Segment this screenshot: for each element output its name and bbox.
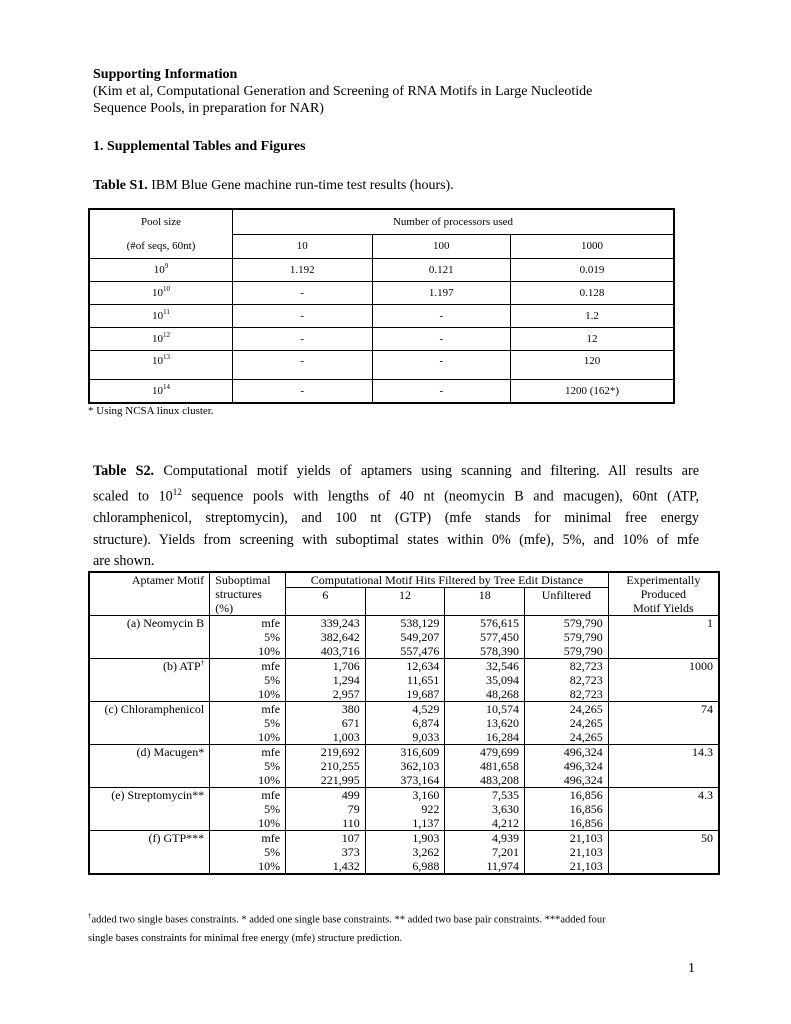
doc-citation-line2: Sequence Pools, in preparation for NAR) [93, 101, 324, 116]
t1-pool-size: $10^9$ [89, 258, 233, 281]
t2-hit-value: 3,262 [365, 845, 445, 859]
t1-proc-10: 10 [233, 234, 373, 258]
t2-hit-value: 549,207 [365, 630, 445, 644]
t2-hit-value: 579,790 [525, 630, 609, 644]
t2-hit-value: 557,476 [365, 644, 445, 659]
t1-pool-size: $10^{11}$ [89, 304, 233, 327]
t2-hit-value: 373 [286, 845, 366, 859]
t2-aptamer-name-text: (a) Neomycin B [126, 616, 205, 630]
t2-hit-value: 24,265 [525, 730, 609, 745]
t1-cell: - [372, 379, 511, 403]
t2-subopt-value: mfe [210, 745, 286, 760]
t2-hit-value: 1,137 [365, 816, 445, 831]
t2-subopt-value: mfe [210, 788, 286, 803]
t2-hit-value: 21,103 [525, 859, 609, 874]
t2-hit-value: 373,164 [365, 773, 445, 788]
t2-subopt-value: 10% [210, 859, 286, 874]
t2-subopt-value: mfe [210, 616, 286, 631]
t1-proc-1000: 1000 [511, 234, 674, 258]
t2-hit-value: 382,642 [286, 630, 366, 644]
t2-subopt-value: 5% [210, 673, 286, 687]
t2-hit-value: 6,988 [365, 859, 445, 874]
t2-hit-value: 2,957 [286, 687, 366, 702]
t2-hit-value: 79 [286, 802, 366, 816]
t2-hit-value: 1,294 [286, 673, 366, 687]
t2-experimental-yield: 74 [608, 702, 719, 745]
t1-header-pool: Pool size [89, 209, 233, 234]
table-row [89, 616, 719, 631]
t2-subopt-value: mfe [210, 831, 286, 846]
doc-header [93, 66, 592, 117]
table-row [89, 281, 674, 304]
t2-hit-value: 579,790 [525, 616, 609, 631]
section-heading: 1. Supplemental Tables and Figures [93, 139, 306, 154]
t2-subopt-value: 10% [210, 773, 286, 788]
t2-header-exp-line: Experimentally [626, 573, 701, 587]
t2-hit-value: 496,324 [525, 745, 609, 760]
t2-hit-value: 16,856 [525, 802, 609, 816]
t2-hit-value: 9,033 [365, 730, 445, 745]
t2-aptamer-name [89, 831, 210, 875]
t2-hit-value: 219,692 [286, 745, 366, 760]
t2-header-experimental [608, 572, 719, 616]
t2-subopt-value: 10% [210, 687, 286, 702]
t2-hit-value: 16,284 [445, 730, 525, 745]
t2-hit-value: 11,651 [365, 673, 445, 687]
t2-hit-value: 21,103 [525, 831, 609, 846]
t2-aptamer-name [89, 788, 210, 831]
t2-hit-value: 82,723 [525, 673, 609, 687]
t2-experimental-yield: 4.3 [608, 788, 719, 831]
t2-hit-value: 671 [286, 716, 366, 730]
t2-header-computational: Computational Motif Hits Filtered by Tree Edit Distance [286, 572, 609, 588]
t2-hit-value: 1,706 [286, 659, 366, 674]
t2-hit-value: 35,094 [445, 673, 525, 687]
table-row [89, 659, 719, 674]
t2-header-subopt-line: (%) [215, 601, 234, 615]
t1-cell: 1.2 [511, 304, 674, 327]
t1-cell: 0.121 [372, 258, 511, 281]
t2-header-exp-line: Motif Yields [633, 601, 694, 615]
table-row [89, 831, 719, 846]
t2-subopt-value: 5% [210, 759, 286, 773]
t2-header-distance: 18 [445, 588, 525, 616]
t2-hit-value: 11,974 [445, 859, 525, 874]
t2-hit-value: 496,324 [525, 773, 609, 788]
table-s1-label: Table S1. [93, 178, 148, 193]
t1-proc-100: 100 [372, 234, 511, 258]
t2-header-distance: 12 [365, 588, 445, 616]
t2-experimental-yield: 1000 [608, 659, 719, 702]
t2-hit-value: 16,856 [525, 788, 609, 803]
t2-hit-value: 10,574 [445, 702, 525, 717]
t2-hit-value: 578,390 [445, 644, 525, 659]
t1-header-procs: Number of processors used [233, 209, 675, 234]
t2-header-row [89, 572, 719, 588]
t2-header-subopt [210, 572, 286, 616]
t2-aptamer-name [89, 702, 210, 745]
table-row [89, 702, 719, 717]
table-s2 [88, 571, 720, 875]
t2-hit-value: 82,723 [525, 687, 609, 702]
t2-hit-value: 479,699 [445, 745, 525, 760]
t2-hit-value: 499 [286, 788, 366, 803]
t2-hit-value: 576,615 [445, 616, 525, 631]
table-row [89, 327, 674, 350]
t2-hit-value: 339,243 [286, 616, 366, 631]
t2-subopt-value: 10% [210, 644, 286, 659]
t2-hit-value: 6,874 [365, 716, 445, 730]
table-s1-footnote: * Using NCSA linux cluster. [88, 405, 214, 417]
t2-hit-value: 496,324 [525, 759, 609, 773]
t2-hit-value: 24,265 [525, 702, 609, 717]
t2-hit-value: 579,790 [525, 644, 609, 659]
t2-hit-value: 13,620 [445, 716, 525, 730]
t2-hit-value: 221,995 [286, 773, 366, 788]
t2-header-subopt-line: Suboptimal [215, 573, 271, 587]
t2-hit-value: 107 [286, 831, 366, 846]
t2-hit-value: 32,546 [445, 659, 525, 674]
table-s2-footnote: †added two single bases constraints. * added one single base constraints. ** added two base pair constraints. ***added four single bases constraints for minimal free energy (mfe) structure prediction. [88, 912, 606, 944]
table-s1-caption [93, 177, 454, 194]
t1-cell: 1.192 [233, 258, 373, 281]
t2-hit-value: 4,529 [365, 702, 445, 717]
t1-cell: 0.019 [511, 258, 674, 281]
t1-header-pool-sub: (#of seqs, 60nt) [89, 234, 233, 258]
table-row [89, 379, 674, 403]
t2-hit-value: 82,723 [525, 659, 609, 674]
t1-cell: 120 [511, 350, 674, 379]
t2-hit-value: 210,255 [286, 759, 366, 773]
table-row [89, 745, 719, 760]
t2-hit-value: 1,432 [286, 859, 366, 874]
t2-hit-value: 48,268 [445, 687, 525, 702]
t2-hit-value: 577,450 [445, 630, 525, 644]
t2-hit-value: 1,903 [365, 831, 445, 846]
table-row [89, 350, 674, 379]
t2-hit-value: 7,535 [445, 788, 525, 803]
t2-hit-value: 1,003 [286, 730, 366, 745]
t2-aptamer-name [89, 745, 210, 788]
table-s2-caption: Table S2. Computational motif yields of aptamers using scanning and filtering. All results are scaled to $10^{12}$ sequence pools with lengths of 40 nt (neomycin B and macugen), 60nt (ATP, chloramphenicol, streptomycin), and 100 nt (GTP) (mfe stands for minimal free energy structure). Yields from screening with suboptimal states within 0% (mfe), 5%, and 10% of mfe are shown. [93, 463, 700, 569]
t1-cell: 1.197 [372, 281, 511, 304]
t2-aptamer-name-text: (b) ATP [163, 659, 201, 673]
t2-hit-value: 483,208 [445, 773, 525, 788]
t2-aptamer-sup: † [200, 659, 205, 667]
t2-subopt-value: mfe [210, 659, 286, 674]
table-s1-caption-text: IBM Blue Gene machine run-time test results (hours). [151, 178, 454, 193]
t1-pool-size: $10^{14}$ [89, 379, 233, 403]
t2-hit-value: 3,160 [365, 788, 445, 803]
t2-subopt-value: mfe [210, 702, 286, 717]
t2-subopt-value: 5% [210, 716, 286, 730]
t2-hit-value: 16,856 [525, 816, 609, 831]
t2-subopt-value: 10% [210, 730, 286, 745]
table-s2-label: Table S2. [93, 463, 155, 479]
t2-header-distance: Unfiltered [525, 588, 609, 616]
t2-header-aptamer: Aptamer Motif [89, 572, 210, 616]
t2-hit-value: 24,265 [525, 716, 609, 730]
t1-cell: - [233, 379, 373, 403]
t2-aptamer-name [89, 659, 210, 702]
t1-cell: 12 [511, 327, 674, 350]
t2-hit-value: 922 [365, 802, 445, 816]
t1-cell: - [372, 350, 511, 379]
t2-header-exp-line: Produced [640, 587, 687, 601]
t2-aptamer-name [89, 616, 210, 659]
table-row [89, 258, 674, 281]
t2-aptamer-name-text: (e) Streptomycin** [111, 788, 205, 802]
t2-aptamer-name-text: (c) Chloramphenicol [104, 702, 205, 716]
t1-cell: - [372, 327, 511, 350]
doc-title: Supporting Information [93, 67, 238, 82]
table-s1 [88, 208, 675, 404]
t1-cell: - [233, 327, 373, 350]
doc-citation-line1: (Kim et al, Computational Generation and Screening of RNA Motifs in Large Nucleotide [93, 84, 593, 99]
t2-hit-value: 403,716 [286, 644, 366, 659]
t2-hit-value: 380 [286, 702, 366, 717]
t2-experimental-yield: 14.3 [608, 745, 719, 788]
t2-subopt-value: 5% [210, 845, 286, 859]
t1-cell: - [233, 350, 373, 379]
t1-cell: - [372, 304, 511, 327]
t2-aptamer-name-text: (f) GTP*** [148, 831, 205, 845]
t1-cell: 0.128 [511, 281, 674, 304]
t2-hit-value: 19,687 [365, 687, 445, 702]
t2-subopt-value: 5% [210, 630, 286, 644]
t2-hit-value: 538,129 [365, 616, 445, 631]
t2-hit-value: 316,609 [365, 745, 445, 760]
t1-cell: 1200 (162*) [511, 379, 674, 403]
t1-pool-size: $10^{13}$ [89, 350, 233, 379]
t2-experimental-yield: 1 [608, 616, 719, 659]
table-row [89, 788, 719, 803]
t2-aptamer-name-text: (d) Macugen* [136, 745, 205, 759]
t2-hit-value: 110 [286, 816, 366, 831]
t2-hit-value: 4,212 [445, 816, 525, 831]
t2-hit-value: 21,103 [525, 845, 609, 859]
t2-hit-value: 7,201 [445, 845, 525, 859]
page-number: 1 [688, 961, 695, 976]
t2-hit-value: 481,658 [445, 759, 525, 773]
t2-header-distance: 6 [286, 588, 366, 616]
t2-hit-value: 362,103 [365, 759, 445, 773]
t1-pool-size: $10^{10}$ [89, 281, 233, 304]
t1-cell: - [233, 281, 373, 304]
t2-hit-value: 12,634 [365, 659, 445, 674]
t2-experimental-yield: 50 [608, 831, 719, 875]
t2-subopt-value: 10% [210, 816, 286, 831]
t2-header-subopt-line: structures [215, 587, 262, 601]
t2-hit-value: 4,939 [445, 831, 525, 846]
t2-subopt-value: 5% [210, 802, 286, 816]
table-row [89, 304, 674, 327]
t1-cell: - [233, 304, 373, 327]
t1-pool-size: $10^{12}$ [89, 327, 233, 350]
t2-hit-value: 3,630 [445, 802, 525, 816]
